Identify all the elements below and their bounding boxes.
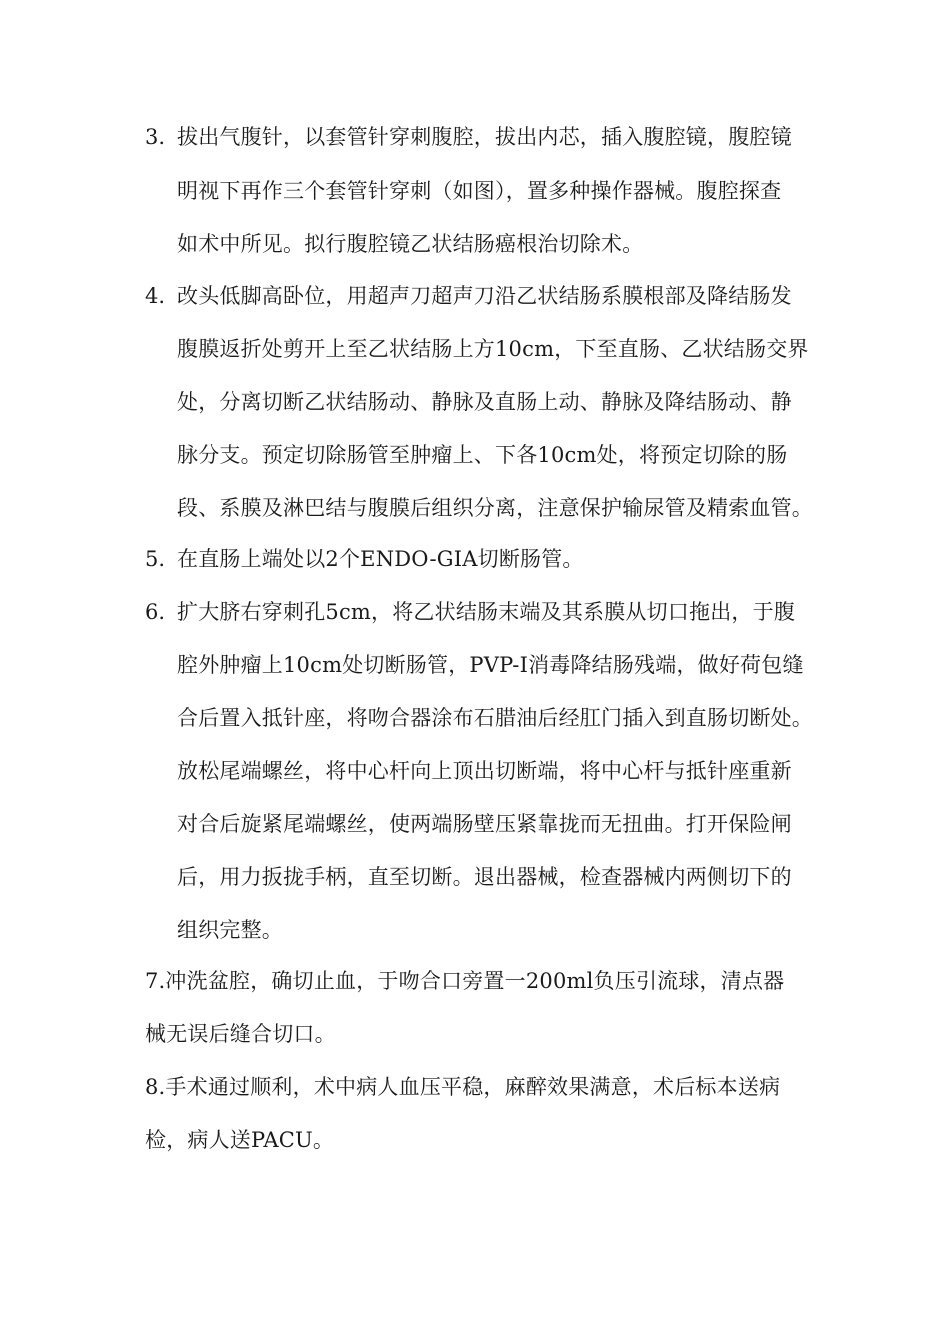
item-6-number: 6.	[145, 600, 166, 624]
item-4-line-3: 处，分离切断乙状结肠动、静脉及直肠上动、静脉及降结肠动、静	[177, 390, 792, 414]
item-4-line-5: 段、系膜及淋巴结与腹膜后组织分离，注意保护输尿管及精索血管。	[177, 496, 813, 520]
item-6-line-5: 对合后旋紧尾端螺丝，使两端肠壁压紧靠拢而无扭曲。打开保险闸	[177, 812, 792, 836]
item-6-line-3: 合后置入抵针座，将吻合器涂布石腊油后经肛门插入到直肠切断处。	[177, 706, 813, 730]
item-6-line-1: 扩大脐右穿刺孔5cm，将乙状结肠末端及其系膜从切口拖出，于腹	[177, 600, 796, 624]
item-5-line-1: 在直肠上端处以2个ENDO-GIA切断肠管。	[177, 547, 584, 571]
item-6-line-2: 腔外肿瘤上10cm处切断肠管，PVP-I消毒降结肠残端，做好荷包缝	[177, 653, 804, 677]
item-7-line-1: 7.冲洗盆腔，确切止血，于吻合口旁置一200ml负压引流球，清点器	[145, 969, 785, 993]
item-3-line-3: 如术中所见。拟行腹腔镜乙状结肠癌根治切除术。	[177, 232, 644, 256]
item-6-line-6: 后，用力扳拢手柄，直至切断。退出器械，检查器械内两侧切下的	[177, 865, 792, 889]
item-6-line-4: 放松尾端螺丝，将中心杆向上顶出切断端，将中心杆与抵针座重新	[177, 759, 792, 783]
item-3-line-1: 拔出气腹针，以套管针穿刺腹腔，拔出内芯，插入腹腔镜，腹腔镜	[177, 125, 792, 149]
item-3-number: 3.	[145, 125, 166, 149]
item-4-line-1: 改头低脚高卧位，用超声刀超声刀沿乙状结肠系膜根部及降结肠发	[177, 284, 792, 308]
item-8-line-1: 8.手术通过顺利，术中病人血压平稳，麻醉效果满意，术后标本送病	[145, 1075, 781, 1099]
item-7-line-2: 械无误后缝合切口。	[145, 1022, 336, 1046]
item-6-line-7: 组织完整。	[177, 918, 283, 942]
item-5-number: 5.	[145, 547, 166, 571]
item-4-line-2: 腹膜返折处剪开上至乙状结肠上方10cm，下至直肠、乙状结肠交界	[177, 337, 809, 361]
item-4-number: 4.	[145, 284, 166, 308]
item-3-line-2: 明视下再作三个套管针穿刺（如图），置多种操作器械。腹腔探查	[177, 179, 782, 203]
item-4-line-4: 脉分支。预定切除肠管至肿瘤上、下各10cm处，将预定切除的肠	[177, 443, 788, 467]
item-8-line-2: 检，病人送PACU。	[145, 1128, 335, 1152]
